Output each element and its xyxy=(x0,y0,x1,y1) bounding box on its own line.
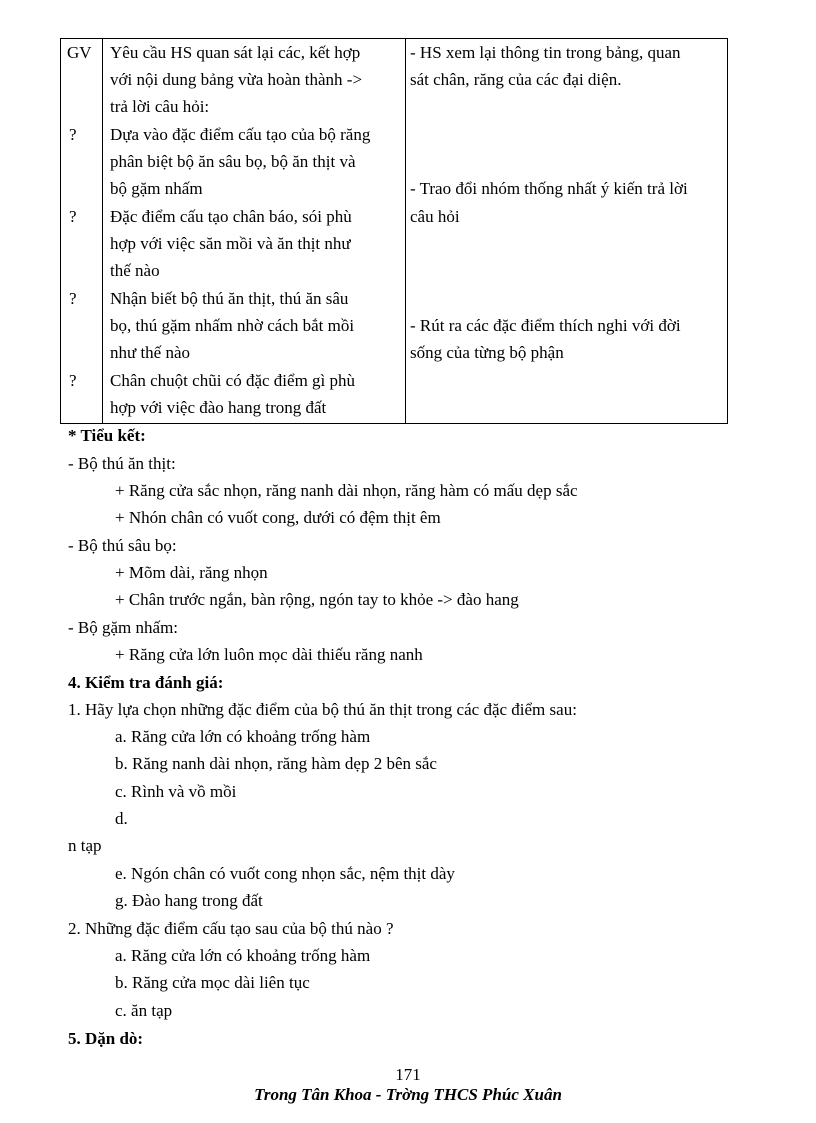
assessment-line: g. Đào hang trong đất xyxy=(115,891,263,910)
summary-line: - Bộ thú sâu bọ: xyxy=(68,536,177,555)
teacher-line: với nội dung bảng vừa hoàn thành -> xyxy=(110,70,363,89)
student-line: câu hỏi xyxy=(410,207,460,226)
teacher-line: Đặc điểm cấu tạo chân báo, sói phù xyxy=(110,207,352,226)
teacher-line: thế nào xyxy=(110,261,160,280)
teacher-line: Yêu cầu HS quan sát lại các, kết hợp xyxy=(110,43,361,62)
teacher-line: phân biệt bộ ăn sâu bọ, bộ ăn thịt và xyxy=(110,152,356,171)
page-number: 171 xyxy=(395,1065,421,1084)
teacher-line: hợp với việc đào hang trong đất xyxy=(110,398,327,417)
summary-line: + Răng cửa sắc nhọn, răng nanh dài nhọn, răng hàm có mấu dẹp sắc xyxy=(115,481,578,500)
assessment-line: e. Ngón chân có vuốt cong nhọn sắc, nệm thịt dày xyxy=(115,864,455,883)
student-line: - Trao đổi nhóm thống nhất ý kiến trả lời xyxy=(410,179,688,198)
summary-line: + Chân trước ngắn, bàn rộng, ngón tay to khỏe -> đào hang xyxy=(115,590,519,609)
assessment-line: b. Răng cửa mọc dài liên tục xyxy=(115,973,310,992)
marker-question: ? xyxy=(69,371,77,390)
teacher-line: trả lời câu hỏi: xyxy=(110,97,210,116)
assessment-line: c. Rình và vồ mồi xyxy=(115,782,237,801)
student-line: sát chân, răng của các đại diện. xyxy=(410,70,622,89)
assessment-line: a. Răng cửa lớn có khoảng trống hàm xyxy=(115,727,371,746)
assessment-line: a. Răng cửa lớn có khoảng trống hàm xyxy=(115,946,371,965)
assessment-line: n tạp xyxy=(68,836,102,855)
marker-question: ? xyxy=(69,207,77,226)
summary-line: - Bộ thú ăn thịt: xyxy=(68,454,176,473)
homework-heading: 5. Dặn dò: xyxy=(68,1029,144,1048)
footer-title: Trong Tân Khoa - Trờng THCS Phúc Xuân xyxy=(254,1085,562,1104)
marker-teacher: GV xyxy=(67,43,92,62)
teacher-line: hợp với việc săn mồi và ăn thịt như xyxy=(110,234,351,253)
assessment-line: d. xyxy=(115,809,128,828)
summary-line: - Bộ gặm nhấm: xyxy=(68,618,179,637)
teacher-line: Nhận biết bộ thú ăn thịt, thú ăn sâu xyxy=(110,289,349,308)
teacher-line: Chân chuột chũi có đặc điểm gì phù xyxy=(110,371,356,390)
assessment-line: c. ăn tạp xyxy=(115,1001,173,1020)
marker-question: ? xyxy=(69,125,77,144)
marker-question: ? xyxy=(69,289,77,308)
assessment-line: 2. Những đặc điểm cấu tạo sau của bộ thú nào ? xyxy=(68,919,394,938)
teacher-activity-column xyxy=(103,39,406,423)
summary-line: + Mõm dài, răng nhọn xyxy=(115,563,268,582)
summary-line: + Răng cửa lớn luôn mọc dài thiếu răng nanh xyxy=(115,645,423,664)
teacher-line: Dựa vào đặc điểm cấu tạo của bộ răng xyxy=(110,125,371,144)
teacher-line: bọ, thú gặm nhấm nhờ cách bắt mồi xyxy=(110,316,355,335)
assessment-line: b. Răng nanh dài nhọn, răng hàm dẹp 2 bên sắc xyxy=(115,754,437,773)
summary-line: + Nhón chân có vuốt cong, dưới có đệm thịt êm xyxy=(115,508,441,527)
student-line: sống của từng bộ phận xyxy=(410,343,564,362)
assessment-line: 1. Hãy lựa chọn những đặc điểm của bộ thú ăn thịt trong các đặc điểm sau: xyxy=(68,700,577,719)
teacher-line: như thế nào xyxy=(110,343,191,362)
teacher-line: bộ gặm nhấm xyxy=(110,179,203,198)
student-activity-column xyxy=(406,39,727,423)
student-line: - Rút ra các đặc điểm thích nghi với đời xyxy=(410,316,681,335)
assessment-heading: 4. Kiểm tra đánh giá: xyxy=(68,673,224,692)
lesson-activity-table xyxy=(60,38,728,424)
student-line: - HS xem lại thông tin trong bảng, quan xyxy=(410,43,681,62)
summary-heading: * Tiểu kết: xyxy=(68,426,146,445)
marker-column xyxy=(61,39,103,423)
